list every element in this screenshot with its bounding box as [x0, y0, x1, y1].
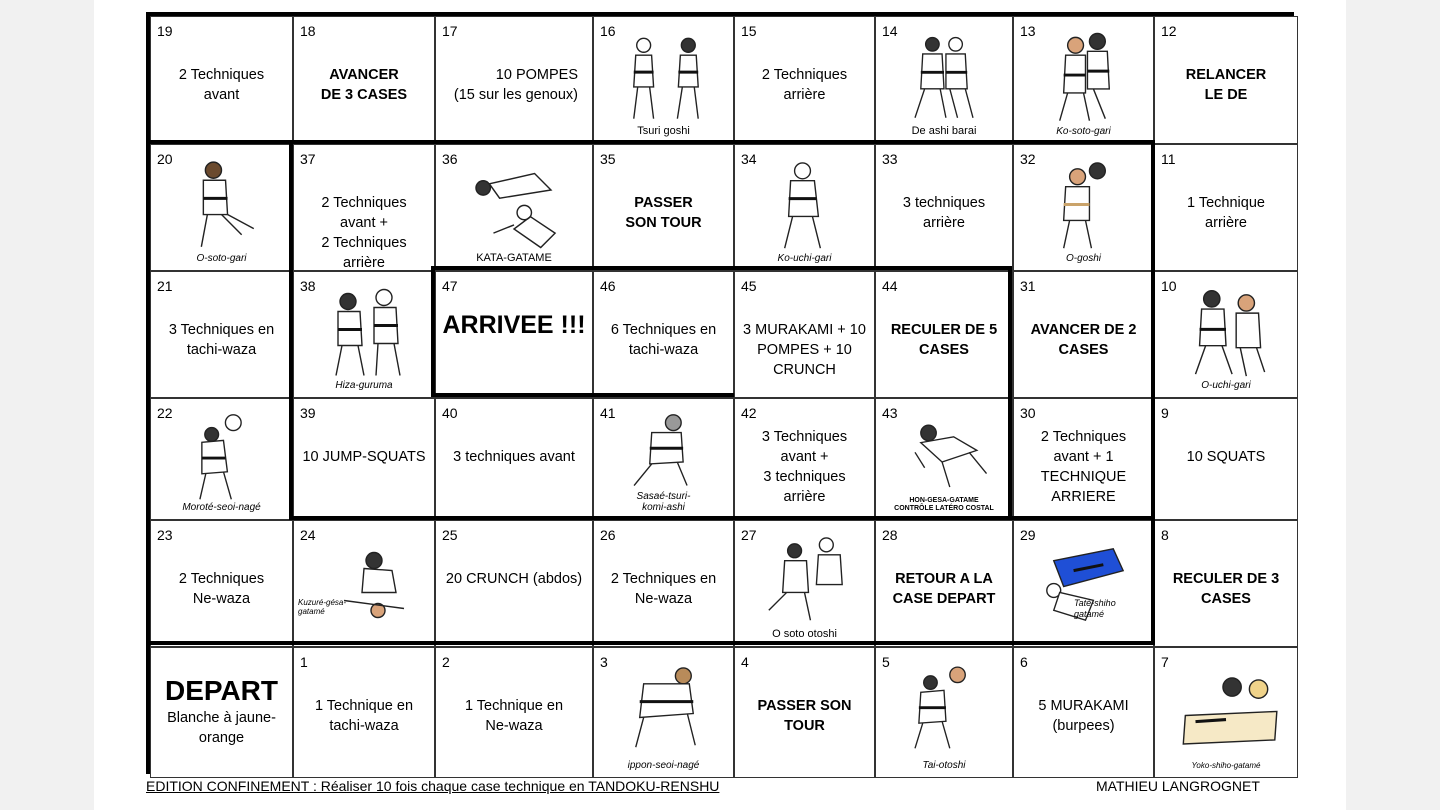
cell-number: 46 — [600, 278, 616, 294]
cell-15 — [734, 16, 875, 144]
illustration-caption: O-goshi — [1065, 253, 1101, 264]
illustration-caption: O-uchi-gari — [1201, 380, 1251, 391]
cell-number: 4 — [741, 654, 749, 670]
cell-2 — [435, 647, 593, 778]
illustration-caption: KATA-GATAME — [476, 252, 552, 264]
cell-number: 47 — [442, 278, 458, 294]
cell-14 — [875, 16, 1013, 144]
cell-number: 6 — [1020, 654, 1028, 670]
cell-number: 13 — [1020, 23, 1036, 39]
cell-number: 28 — [882, 527, 898, 543]
illustration-caption: Ko-soto-gari — [1056, 126, 1111, 137]
cell-number: 17 — [442, 23, 458, 39]
cell-number: 30 — [1020, 405, 1036, 421]
judo-illustration — [161, 153, 282, 266]
cell-text: 3 techniques avant — [453, 449, 575, 465]
cell-number: 1 — [300, 654, 308, 670]
cell-number: 7 — [1161, 654, 1169, 670]
cell-text: AVANCER DE 3 CASES — [320, 67, 408, 103]
cell-3 — [593, 647, 734, 778]
cell-30 — [1013, 398, 1154, 520]
cell-number: 2 — [442, 654, 450, 670]
cell-46 — [593, 271, 734, 398]
cell-number: 25 — [442, 527, 458, 543]
cell-31 — [1013, 271, 1154, 398]
footer-author: MATHIEU LANGROGNET — [1096, 778, 1260, 794]
cell-27 — [734, 520, 875, 647]
cell-number: 44 — [882, 278, 898, 294]
judo-illustration — [745, 153, 864, 266]
cell-number: 32 — [1020, 151, 1036, 167]
cell-22 — [150, 398, 293, 520]
cell-number: 37 — [300, 151, 316, 167]
cell-number: 31 — [1020, 278, 1036, 294]
cell-text: 2 Techniques avant + 1 TECHNIQUE ARRIERE — [1040, 429, 1127, 505]
cell-number: 42 — [741, 405, 757, 421]
illustration-caption: Ko-uchi-gari — [777, 253, 832, 264]
judo-illustration — [745, 529, 864, 642]
start-subtitle: Blanche à jaune- orange — [167, 710, 276, 746]
cell-number: 41 — [600, 405, 616, 421]
cell-32 — [1013, 144, 1154, 271]
cell-39 — [293, 398, 435, 520]
judo-illustration — [1024, 529, 1143, 642]
judo-illustration — [886, 656, 1002, 773]
cell-text: 10 POMPES (15 sur les genoux) — [453, 67, 578, 103]
cell-number: 3 — [600, 654, 608, 670]
illustration-caption: Hiza-guruma — [335, 380, 393, 391]
cell-number: 5 — [882, 654, 890, 670]
cell-text: 3 Techniques en tachi-waza — [168, 322, 275, 358]
cell-text: RECULER DE 5 CASES — [890, 322, 998, 358]
cell-41 — [593, 398, 734, 520]
cell-text: 10 SQUATS — [1186, 449, 1266, 465]
cell-text: 1 Technique en Ne-waza — [464, 698, 564, 734]
illustration-caption: Tsuri goshi — [637, 125, 690, 137]
cell-37 — [293, 144, 435, 271]
cell-45 — [734, 271, 875, 398]
cell-number: 18 — [300, 23, 316, 39]
cell-text: RELANCER LE DE — [1185, 67, 1267, 103]
cell-text: PASSER SON TOUR — [625, 195, 702, 231]
cell-number: 39 — [300, 405, 316, 421]
finish-label: ARRIVEE !!! — [442, 311, 586, 339]
illustration-caption: Kuzuré-gésa- gatamé — [298, 598, 347, 616]
judo-illustration — [161, 407, 282, 515]
cell-number: 24 — [300, 527, 316, 543]
cell-18 — [293, 16, 435, 144]
cell-text: 2 Techniques avant — [178, 67, 265, 103]
cell-number: 19 — [157, 23, 173, 39]
cell-10 — [1154, 271, 1298, 398]
cell-number: 33 — [882, 151, 898, 167]
cell-9 — [1154, 398, 1298, 520]
judo-illustration — [304, 529, 424, 642]
cell-42 — [734, 398, 875, 520]
illustration-caption: O-soto-gari — [196, 253, 247, 264]
cell-16 — [593, 16, 734, 144]
cell-text: 3 MURAKAMI + 10 POMPES + 10 CRUNCH — [743, 322, 866, 378]
cell-number: 21 — [157, 278, 173, 294]
cell-number: 9 — [1161, 405, 1169, 421]
cell-text: 1 Technique en tachi-waza — [314, 698, 414, 734]
start-block — [157, 674, 286, 748]
illustration-caption: Yoko-shiho-gatamé — [1191, 761, 1261, 770]
cell-28 — [875, 520, 1013, 647]
cell-number: 36 — [442, 151, 458, 167]
cell-number: 40 — [442, 405, 458, 421]
start-title: DEPART — [164, 675, 279, 706]
cell-number: 8 — [1161, 527, 1169, 543]
judo-illustration — [446, 153, 582, 266]
judo-illustration — [1165, 280, 1287, 393]
cell-number: 35 — [600, 151, 616, 167]
cell-6 — [1013, 647, 1154, 778]
judo-illustration — [604, 656, 723, 773]
cell-text: AVANCER DE 2 CASES — [1030, 322, 1137, 358]
cell-43 — [875, 398, 1013, 520]
cell-number: 26 — [600, 527, 616, 543]
illustration-caption: HON-GESA-GATAME CONTRÔLE LATÉRO COSTAL — [894, 497, 994, 512]
cell-text: 2 Techniques avant + 2 Techniques arrière — [321, 195, 407, 271]
judo-illustration — [304, 280, 424, 393]
cell-depart — [150, 647, 293, 778]
cell-1 — [293, 647, 435, 778]
footer-instruction: EDITION CONFINEMENT : Réaliser 10 fois chaque case technique en TANDOKU-RENSHU — [146, 778, 720, 794]
cell-text: 2 Techniques en Ne-waza — [610, 571, 717, 607]
cell-number: 12 — [1161, 23, 1177, 39]
cell-5 — [875, 647, 1013, 778]
cell-29 — [1013, 520, 1154, 647]
cell-number: 10 — [1161, 278, 1177, 294]
illustration-caption: Taté-shiho gatamé — [1074, 598, 1116, 619]
cell-text: 3 Techniques avant + 3 techniques arrière — [761, 429, 848, 505]
cell-number: 16 — [600, 23, 616, 39]
cell-35 — [593, 144, 734, 271]
cell-number: 45 — [741, 278, 757, 294]
illustration-caption: Sasaé-tsuri- komi-ashi — [636, 491, 691, 513]
cell-number: 34 — [741, 151, 757, 167]
judo-illustration — [604, 25, 723, 139]
cell-number: 15 — [741, 23, 757, 39]
judo-illustration — [1165, 656, 1287, 773]
cell-23 — [150, 520, 293, 647]
judo-illustration — [1024, 153, 1143, 266]
game-board — [146, 12, 1294, 774]
cell-47 — [435, 271, 593, 398]
cell-text: 2 Techniques arrière — [761, 67, 848, 103]
cell-text: RECULER DE 3 CASES — [1172, 571, 1280, 607]
cell-40 — [435, 398, 593, 520]
cell-38 — [293, 271, 435, 398]
judo-illustration — [1024, 25, 1143, 139]
cell-text: 20 CRUNCH (abdos) — [445, 571, 583, 587]
cell-number: 43 — [882, 405, 898, 421]
cell-24 — [293, 520, 435, 647]
cell-17 — [435, 16, 593, 144]
cell-text: 2 Techniques Ne-waza — [178, 571, 265, 607]
illustration-caption: O soto otoshi — [772, 628, 837, 640]
cell-number: 11 — [1161, 151, 1176, 167]
cell-36 — [435, 144, 593, 271]
cell-text: 5 MURAKAMI (burpees) — [1038, 698, 1129, 734]
cell-21 — [150, 271, 293, 398]
cell-number: 20 — [157, 151, 173, 167]
cell-20 — [150, 144, 293, 271]
cell-8 — [1154, 520, 1298, 647]
cell-number: 38 — [300, 278, 316, 294]
cell-4 — [734, 647, 875, 778]
cell-33 — [875, 144, 1013, 271]
cell-text: PASSER SON TOUR — [757, 698, 852, 734]
cell-26 — [593, 520, 734, 647]
illustration-caption: Moroté-seoi-nagé — [182, 502, 261, 513]
cell-number: 27 — [741, 527, 757, 543]
cell-number: 23 — [157, 527, 173, 543]
cell-number: 22 — [157, 405, 173, 421]
illustration-caption: Tai-otoshi — [922, 760, 966, 771]
cell-number: 14 — [882, 23, 898, 39]
cell-13 — [1013, 16, 1154, 144]
cell-44 — [875, 271, 1013, 398]
cell-19 — [150, 16, 293, 144]
cell-34 — [734, 144, 875, 271]
judo-illustration — [886, 25, 1002, 139]
cell-text: 6 Techniques en tachi-waza — [610, 322, 717, 358]
illustration-caption: ippon-seoi-nagé — [627, 760, 700, 771]
cell-7 — [1154, 647, 1298, 778]
cell-25 — [435, 520, 593, 647]
cell-text: 1 Technique arrière — [1187, 195, 1265, 231]
cell-text: 3 techniques arrière — [902, 195, 986, 231]
illustration-caption: De ashi barai — [911, 125, 977, 137]
cell-number: 29 — [1020, 527, 1036, 543]
cell-text: RETOUR A LA CASE DEPART — [892, 571, 996, 607]
cell-text: 10 JUMP-SQUATS — [302, 449, 426, 465]
cell-12 — [1154, 16, 1298, 144]
cell-11 — [1154, 144, 1298, 271]
